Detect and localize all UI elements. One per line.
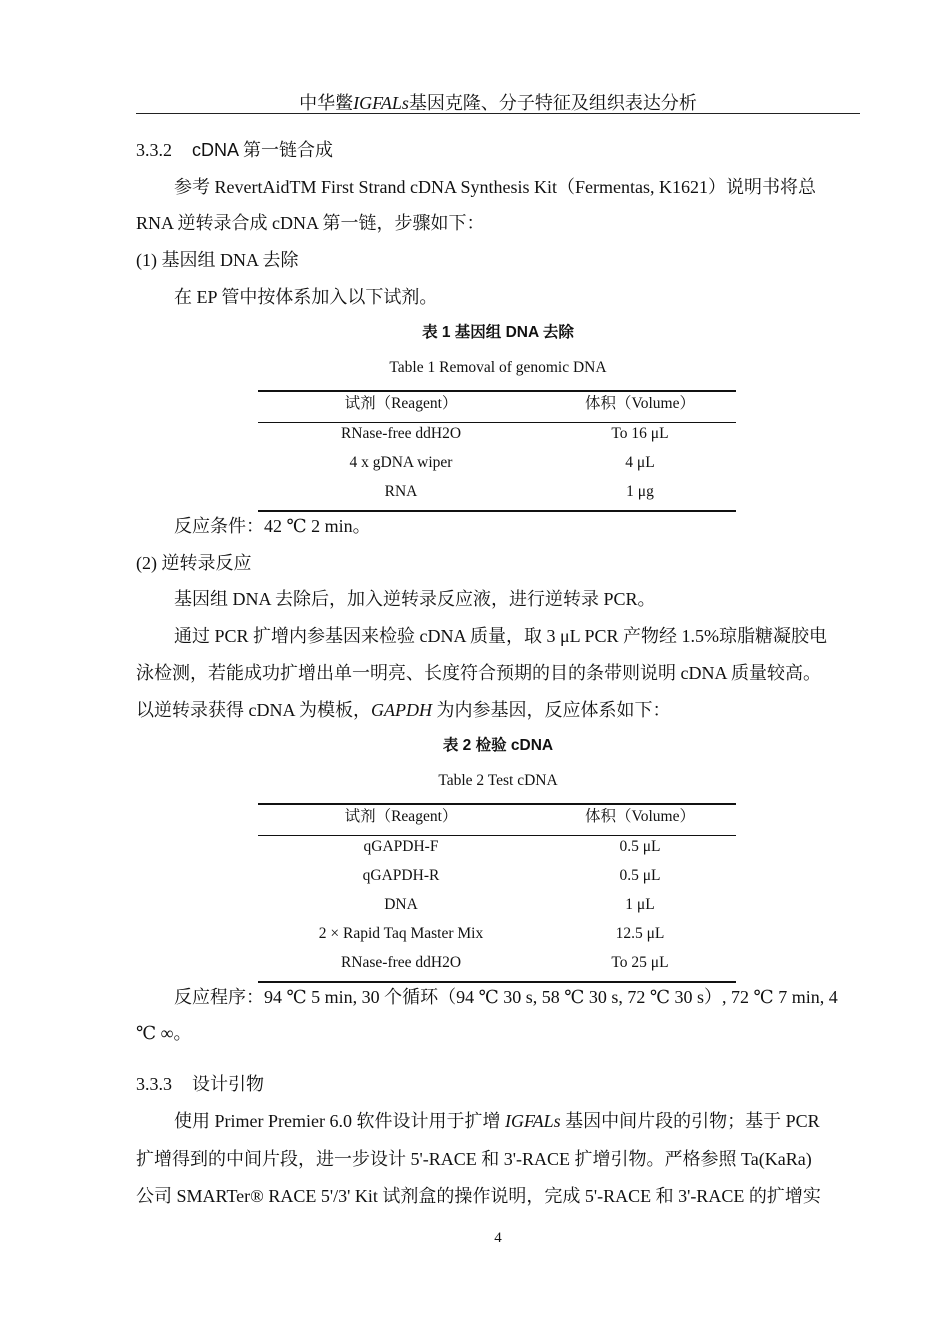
step-heading-1: (1) 基因组 DNA 去除 — [136, 250, 299, 270]
text-span: 基因中间片段的引物；基于 PCR — [560, 1111, 820, 1131]
table-row — [258, 419, 736, 448]
reaction-program: 反应程序：94 ℃ 5 min, 30 个循环（94 ℃ 30 s, 58 ℃ 30 s, 72 ℃ 30 s）, 72 ℃ 7 min, 4 — [174, 987, 838, 1007]
table2-caption-cn: 表 2 检验 cDNA — [442, 737, 554, 754]
table-cell: 12.5 μL — [615, 925, 665, 942]
table-cell: DNA — [384, 896, 418, 913]
table-bottom-rule — [258, 510, 736, 512]
paragraph-line: RNA 逆转录合成 cDNA 第一链，步骤如下： — [136, 213, 485, 233]
table-cell: RNase-free ddH2O — [340, 954, 462, 971]
page-number: 4 — [494, 1230, 502, 1246]
paragraph-line: 泳检测，若能成功扩增出单一明亮、长度符合预期的目的条带则说明 cDNA 质量较高。 — [136, 663, 821, 683]
table1-caption-cn: 表 1 基因组 DNA 去除 — [422, 324, 574, 341]
section-title: cDNA 第一链合成 — [192, 140, 334, 160]
paragraph-line — [174, 1109, 820, 1133]
gene-name: GAPDH — [371, 700, 432, 720]
table-cell: RNA — [384, 483, 418, 500]
header-title-suffix: 基因克隆、分子特征及组织表达分析 — [408, 93, 697, 113]
table-cell: To 25 μL — [611, 954, 669, 971]
table-header-row — [258, 802, 736, 831]
header-rule — [136, 113, 860, 114]
table-cell: 1 μL — [625, 896, 655, 913]
table-header-cell: 试剂（Reagent） — [344, 395, 458, 412]
table-cell: To 16 μL — [611, 425, 669, 442]
paragraph-line: 通过 PCR 扩增内参基因来检验 cDNA 质量，取 3 μL PCR 产物经 1.5%琼脂糖凝胶电 — [174, 626, 828, 646]
section-number: 3.3.3 — [136, 1074, 172, 1094]
text-span: 使用 Primer Premier 6.0 软件设计用于扩增 — [174, 1111, 505, 1131]
paragraph-line: 扩增得到的中间片段，进一步设计 5'-RACE 和 3'-RACE 扩增引物。严格参照 Ta(KaRa) — [136, 1149, 812, 1169]
reaction-program-cont: ℃ ∞。 — [136, 1023, 192, 1043]
header-title-prefix: 中华鳖 — [299, 93, 354, 113]
table-row — [258, 861, 736, 890]
table-cell: 4 μL — [625, 454, 655, 471]
table1-caption-en: Table 1 Removal of genomic DNA — [389, 359, 607, 376]
table-row — [258, 948, 736, 977]
gene-name: IGFALs — [504, 1111, 561, 1131]
table-header-row — [258, 389, 736, 418]
table-row — [258, 477, 736, 506]
table2-caption-en: Table 2 Test cDNA — [438, 772, 558, 789]
table-row — [258, 448, 736, 477]
header-gene-name: IGFALs — [353, 93, 409, 113]
table-header-cell: 试剂（Reagent） — [344, 808, 458, 825]
paragraph-line: 参考 RevertAidTM First Strand cDNA Synthesis Kit（Fermentas, K1621）说明书将总 — [174, 177, 816, 197]
table-cell: 0.5 μL — [619, 838, 661, 855]
table-header-cell: 体积（Volume） — [585, 395, 695, 412]
paragraph-line: 基因组 DNA 去除后，加入逆转录反应液，进行逆转录 PCR。 — [174, 589, 656, 609]
table-row — [258, 919, 736, 948]
table-bottom-rule — [258, 981, 736, 983]
step-heading-2: (2) 逆转录反应 — [136, 553, 252, 573]
section-number: 3.3.2 — [136, 140, 172, 160]
table-header-cell: 体积（Volume） — [585, 808, 695, 825]
table-row — [258, 890, 736, 919]
table-cell: qGAPDH-F — [363, 838, 439, 855]
table-cell: 1 μg — [626, 483, 654, 500]
paragraph-line: 在 EP 管中按体系加入以下试剂。 — [174, 287, 438, 307]
text-span: 为内参基因，反应体系如下： — [432, 700, 671, 720]
table-cell: 4 x gDNA wiper — [349, 454, 453, 471]
table-cell: RNase-free ddH2O — [340, 425, 462, 442]
section-title: 设计引物 — [192, 1074, 264, 1094]
table-cell: 0.5 μL — [619, 867, 661, 884]
table-cell: 2 × Rapid Taq Master Mix — [318, 925, 484, 942]
section-heading-332 — [136, 138, 333, 162]
section-heading-333 — [136, 1072, 264, 1096]
paragraph-line: 公司 SMARTer® RACE 5'/3' Kit 试剂盒的操作说明，完成 5'-RACE 和 3'-RACE 的扩增实 — [136, 1186, 821, 1206]
paragraph-line — [136, 698, 671, 722]
table-row — [258, 832, 736, 861]
reaction-conditions: 反应条件：42 ℃ 2 min。 — [174, 516, 371, 536]
table-cell: qGAPDH-R — [362, 867, 440, 884]
text-span: 以逆转录获得 cDNA 为模板， — [136, 700, 371, 720]
